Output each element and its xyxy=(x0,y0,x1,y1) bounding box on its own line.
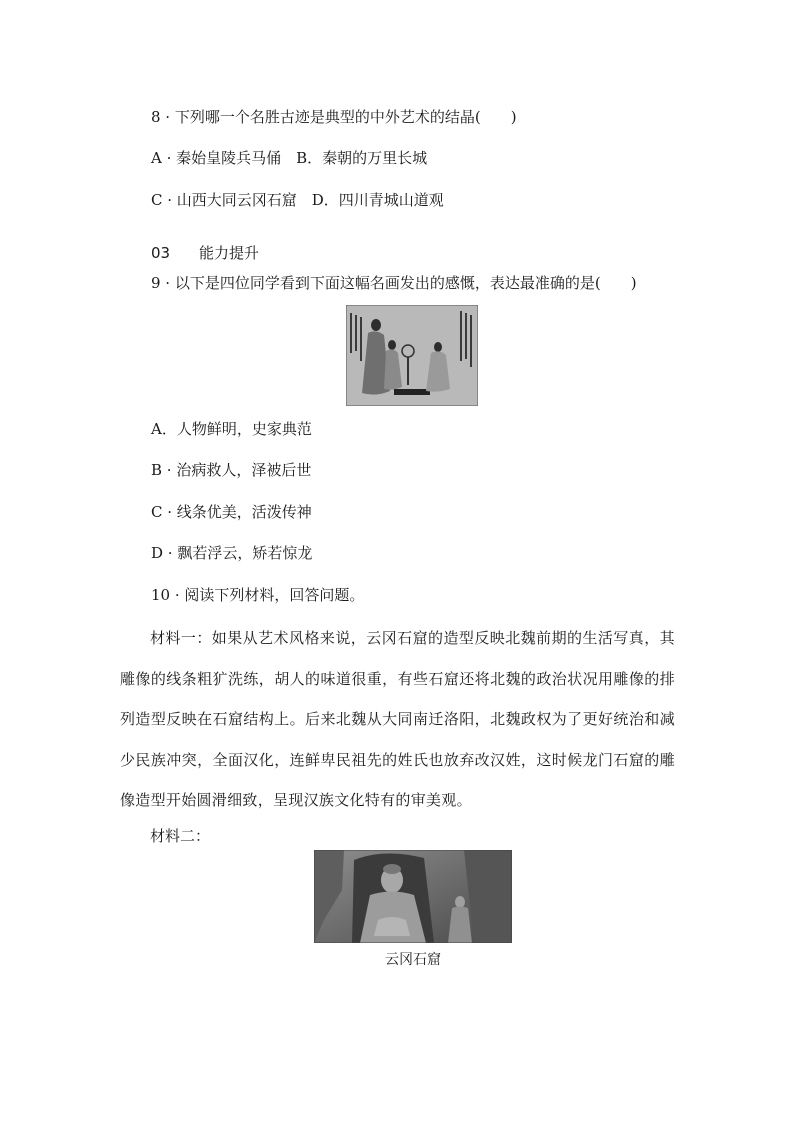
question-8-options-ab: A · 秦始皇陵兵马俑 B．秦朝的万里长城 xyxy=(151,149,428,167)
section-title: 能力提升 xyxy=(199,244,260,262)
yungang-grottoes-photo xyxy=(314,850,512,943)
figure-caption: 云冈石窟 xyxy=(385,952,441,968)
material-1-text: 如果从艺术风格来说，云冈石窟的造型反映北魏前期的生活写真，其雕像的线条粗犷洗练，胡人的味道很重，有些石窟还将北魏的政治状况用雕像的排列造型反映在石窟结构上。后来北魏从大同南迁洛阳，北魏政权为了更好统治和减少民族冲突，全面汉化，连鲜卑民祖先的姓氏也放弃改汉姓，这时候龙门石窟的雕像造型开始圆滑细致，呈现汉族文化特有的审美观。 xyxy=(120,629,675,809)
material-1-label: 材料一： xyxy=(150,629,212,647)
question-10-stem: 10 · 阅读下列材料，回答问题。 xyxy=(151,586,365,604)
section-heading xyxy=(151,243,259,263)
question-9-option-d: D · 飘若浮云，矫若惊龙 xyxy=(151,544,313,562)
section-number: 03 xyxy=(151,244,171,262)
material-2-label: 材料二： xyxy=(150,827,211,845)
question-8-options-cd: C · 山西大同云冈石窟 D．四川青城山道观 xyxy=(151,191,444,209)
material-1-paragraph xyxy=(120,618,675,821)
question-9-option-a: A．人物鲜明，史家典范 xyxy=(151,420,312,438)
question-9-option-b: B · 治病救人，泽被后世 xyxy=(151,461,312,479)
painting-image xyxy=(346,305,478,406)
question-9-stem: 9 · 以下是四位同学看到下面这幅名画发出的感慨，表达最准确的是( ) xyxy=(151,274,637,292)
question-9-option-c: C · 线条优美，活泼传神 xyxy=(151,503,312,521)
question-8-stem: 8 · 下列哪一个名胜古迹是典型的中外艺术的结晶( ) xyxy=(151,108,517,126)
